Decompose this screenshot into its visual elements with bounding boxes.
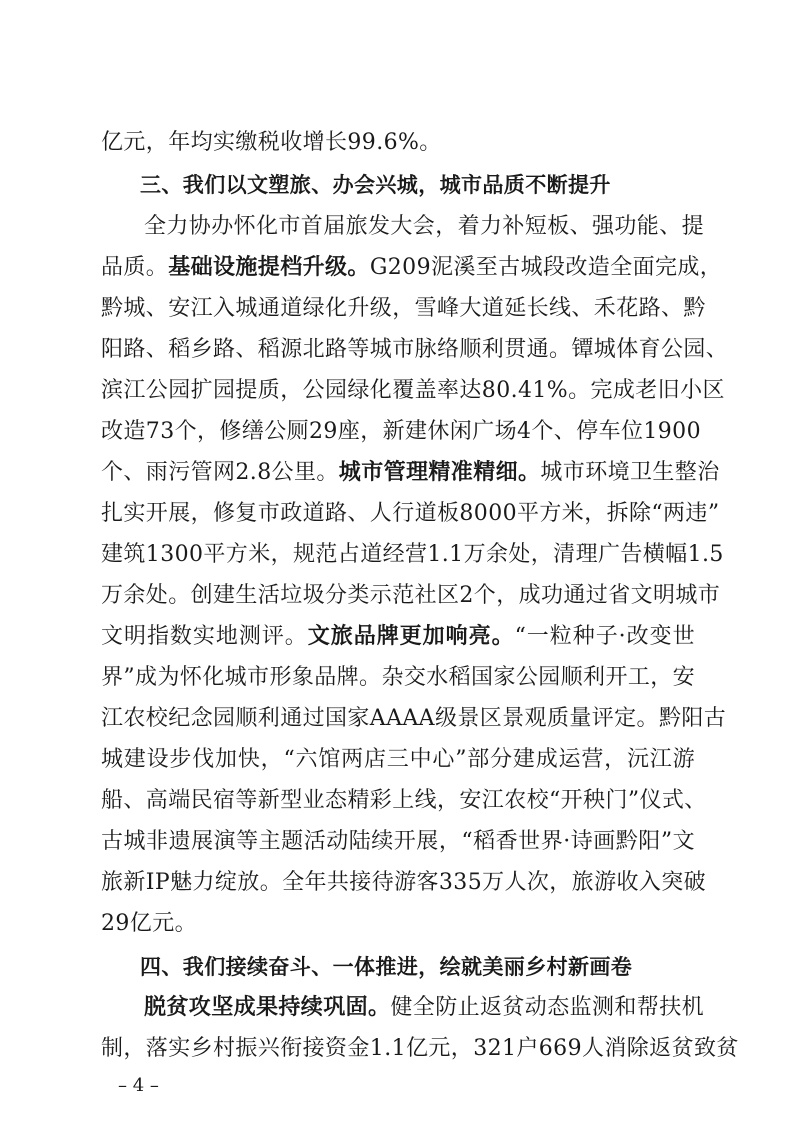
text-run: 城市环境卫生整治 [540, 460, 720, 485]
text-run: 个、雨污管网2.8公里。 [101, 460, 339, 485]
text-line: 29亿元。 [101, 911, 197, 936]
text-run: 文明指数实地测评。 [101, 624, 308, 649]
text-run: G209泥溪至古城段改造全面完成， [369, 255, 723, 280]
text-line: 船、高端民宿等新型业态精彩上线，安江农校“开秧门”仪式、 [101, 788, 707, 813]
text-line: 古城非遗展演等主题活动陆续开展，“稻香世界·诗画黔阳”文 [101, 829, 695, 854]
page-number: – 4 – [118, 1075, 159, 1096]
text-line: 建筑1300平方米，规范占道经营1.1万余处，清理广告横幅1.5 [101, 542, 724, 567]
section-heading: 三、我们以文塑旅、办会兴城，城市品质不断提升 [140, 173, 611, 197]
bold-phrase: 城市管理精准精细。 [338, 460, 541, 485]
text-line: 旅新IP魅力绽放。全年共接待游客335万人次，旅游收入突破 [101, 870, 707, 895]
text-line: 阳路、稻乡路、稻源北路等城市脉络顺利贯通。镡城体育公园、 [101, 337, 729, 362]
text-line: 黔城、安江入城通道绿化升级，雪峰大道延长线、禾花路、黔 [101, 296, 706, 321]
bold-phrase: 脱贫攻坚成果持续巩固。 [144, 995, 391, 1020]
text-line: 全力协办怀化市首届旅发大会，着力补短板、强功能、提 [144, 214, 705, 239]
text-line [144, 990, 705, 1026]
text-line: 改造73个，修缮公厕29座，新建休闲广场4个、停车位1900 [101, 419, 701, 444]
text-line: 万余处。创建生活垃圾分类示范社区2个，成功通过省文明城市 [101, 583, 721, 608]
text-run: “一粒种子·改变世 [514, 624, 695, 649]
bold-phrase: 基础设施提档升级。 [168, 255, 370, 280]
text-line: 界”成为怀化城市形象品牌。杂交水稻国家公园顺利开工，安 [101, 665, 696, 690]
text-run: 健全防止返贫动态监测和帮扶机 [390, 995, 705, 1020]
text-line [101, 250, 723, 286]
section-heading: 四、我们接续奋斗、一体推进，绘就美丽乡村新画卷 [140, 955, 633, 979]
text-line: 制，落实乡村振兴衔接资金1.1亿元，321户669人消除返贫致贫 [101, 1036, 739, 1061]
text-line [101, 455, 720, 491]
text-line: 城建设步伐加快，“六馆两店三中心”部分建成运营，沅江游 [101, 747, 695, 772]
text-line: 亿元，年均实缴税收增长99.6%。 [101, 130, 442, 155]
text-run: 品质。 [101, 255, 169, 280]
bold-phrase: 文旅品牌更加响亮。 [307, 624, 515, 649]
text-line: 江农校纪念园顺利通过国家AAAA级景区景观质量评定。黔阳古 [101, 706, 727, 731]
text-line: 滨江公园扩园提质，公园绿化覆盖率达80.41%。完成老旧小区 [101, 378, 725, 403]
text-line: 扎实开展，修复市政道路、人行道板8000平方米，拆除“两违” [101, 501, 720, 526]
text-line [101, 619, 695, 655]
